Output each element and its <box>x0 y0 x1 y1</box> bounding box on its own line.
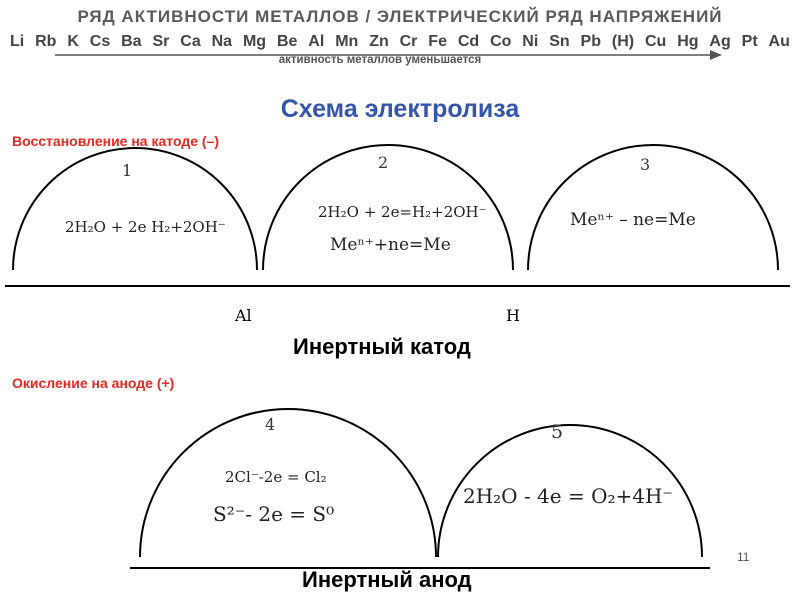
cathode-zone-arc-3 <box>528 145 778 270</box>
metal-item: Na <box>211 33 233 50</box>
metal-item: K <box>67 33 79 50</box>
metal-item: Pt <box>741 33 758 50</box>
inert-cathode-label: Инертный катод <box>293 334 471 359</box>
metal-item: Hg <box>677 33 699 50</box>
metal-item: Cu <box>644 33 667 50</box>
metal-item: Au <box>768 33 790 50</box>
metal-item: Ca <box>180 33 201 50</box>
metal-item: Co <box>490 33 512 50</box>
metal-item: Ba <box>121 33 142 50</box>
metal-item: Mn <box>335 33 359 50</box>
metal-item: Ag <box>709 33 731 50</box>
metal-item: Zn <box>369 33 389 50</box>
anode-heading: Окисление на аноде (+) <box>12 375 175 391</box>
metal-item: Cs <box>89 33 111 50</box>
metal-item: Sr <box>152 33 170 50</box>
page-number: 11 <box>737 550 750 564</box>
zone-number-3: 3 <box>640 155 651 174</box>
zone-number-1: 1 <box>122 161 133 180</box>
zone-2-equation-metal: Meⁿ⁺+ne=Me <box>330 235 451 255</box>
marker-al: Al <box>235 306 252 325</box>
activity-caption: активность металлов уменьшается <box>278 54 482 66</box>
metal-item: Rb <box>35 33 57 50</box>
metal-item: Cd <box>457 33 480 50</box>
metal-item: Ni <box>522 33 539 50</box>
metal-item: Sn <box>549 33 570 50</box>
zone-number-4: 4 <box>265 415 276 434</box>
metal-item: Fe <box>428 33 447 50</box>
zone-1-equation: 2H₂O + 2e H₂+2OH⁻ <box>65 218 226 236</box>
activity-series-title: РЯД АКТИВНОСТИ МЕТАЛЛОВ / ЭЛЕКТРИЧЕСКИЙ РЯД НАПРЯЖЕНИЙ <box>77 7 723 26</box>
zone-5-equation: 2H₂O - 4e = O₂+4H⁻ <box>463 484 673 508</box>
metal-item: Cr <box>399 33 418 50</box>
cathode-heading: Восстановление на катоде (–) <box>12 133 219 149</box>
zone-4-equation-sulfur: S²⁻- 2e = S⁰ <box>213 502 335 526</box>
metal-item: Li <box>10 33 25 50</box>
metal-item: Al <box>308 33 325 50</box>
activity-arrowhead <box>710 50 722 60</box>
zone-2-equation-water: 2H₂O + 2e=H₂+2OH⁻ <box>318 203 487 221</box>
zone-number-2: 2 <box>378 153 389 172</box>
inert-anode-label: Инертный анод <box>302 567 472 592</box>
zone-4-equation-chlorine: 2Cl⁻-2e = Cl₂ <box>225 468 327 486</box>
zone-3-equation: Meⁿ⁺ – ne=Me <box>570 210 696 230</box>
metal-item: Pb <box>580 33 601 50</box>
cathode-zone-arc-1 <box>13 148 257 270</box>
marker-h: H <box>506 306 520 325</box>
zone-number-5: 5 <box>551 421 564 443</box>
page-title: Схема электролиза <box>280 95 520 123</box>
metal-item: (H) <box>611 33 635 50</box>
metal-item: Be <box>276 33 298 50</box>
metal-item: Mg <box>242 33 267 50</box>
